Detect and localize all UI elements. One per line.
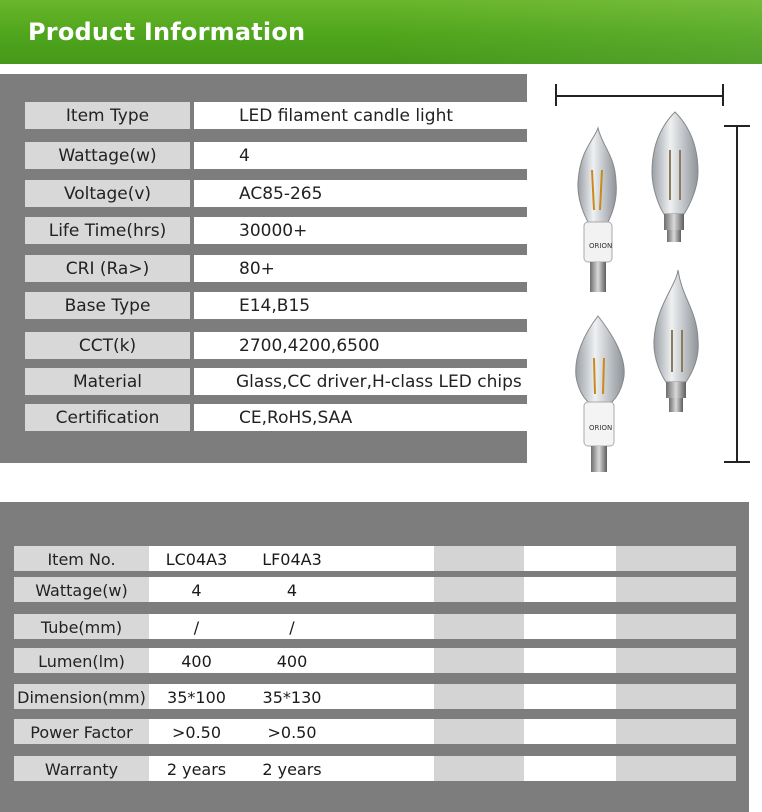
spec-row — [25, 180, 527, 207]
empty-cell — [434, 756, 524, 781]
width-dimension-cap-left — [555, 84, 557, 106]
model-value-lf: LF04A3 — [262, 550, 322, 569]
empty-cell — [616, 577, 736, 602]
model-value-lc: >0.50 — [171, 723, 222, 742]
spec-label: Item Type — [25, 102, 190, 129]
spec-row — [25, 217, 527, 244]
empty-cell — [434, 684, 524, 709]
bulb-flame-tip-white — [578, 128, 616, 292]
spec-value: 4 — [194, 142, 527, 169]
spec-label: Voltage(v) — [25, 180, 190, 207]
model-row — [14, 648, 736, 673]
spec-value: LED filament candle light — [194, 102, 527, 129]
product-bulb-images — [560, 110, 710, 480]
spec-value: 80+ — [194, 255, 527, 282]
width-dimension-line — [556, 95, 724, 97]
model-value-lf: 4 — [286, 581, 298, 600]
model-value-lf: >0.50 — [267, 723, 317, 742]
model-value-lc: / — [193, 618, 200, 637]
empty-cell — [616, 719, 736, 744]
height-dimension-cap-top — [724, 125, 750, 127]
spec-label: Life Time(hrs) — [25, 217, 190, 244]
spec-value: Glass,CC driver,H-class LED chips — [194, 368, 527, 395]
empty-cell — [434, 546, 524, 571]
spec-row — [25, 142, 527, 169]
spec-label: Wattage(w) — [25, 142, 190, 169]
model-row — [14, 577, 736, 602]
model-value-lc: 35*100 — [167, 688, 226, 707]
height-dimension-line — [736, 126, 738, 462]
empty-cell — [434, 614, 524, 639]
model-value-lc: 400 — [181, 652, 212, 671]
bulb-candle-silver — [652, 112, 698, 242]
model-row — [14, 684, 736, 709]
model-value-lf: 400 — [276, 652, 308, 671]
spec-label: Base Type — [25, 292, 190, 319]
bulb-candle-white — [576, 316, 624, 472]
model-row — [14, 756, 736, 781]
spec-value: CE,RoHS,SAA — [194, 404, 527, 431]
spec-label: CRI (Ra>) — [25, 255, 190, 282]
model-label: Tube(mm) — [14, 614, 149, 639]
spec-label: Material — [25, 368, 190, 395]
spec-row — [25, 332, 527, 359]
empty-cell — [616, 546, 736, 571]
model-label: Dimension(mm) — [14, 684, 149, 709]
spec-label: Certification — [25, 404, 190, 431]
model-label: Power Factor — [14, 719, 149, 744]
model-value-lc: LC04A3 — [165, 550, 228, 569]
model-label: Lumen(lm) — [14, 648, 149, 673]
header-shine — [380, 0, 762, 64]
bulb-flame-tip-silver — [654, 270, 698, 412]
page-title: Product Information — [28, 18, 306, 46]
empty-cell — [434, 577, 524, 602]
spec-row — [25, 255, 527, 282]
model-value-lc: 4 — [191, 581, 202, 600]
empty-cell — [616, 756, 736, 781]
model-value-lf: 2 years — [262, 760, 322, 779]
spec-row — [25, 368, 527, 395]
model-row — [14, 546, 736, 571]
empty-cell — [616, 614, 736, 639]
empty-cell — [434, 719, 524, 744]
spec-row — [25, 404, 527, 431]
model-value-lf: 35*130 — [262, 688, 322, 707]
bulb-brand-text: ORION — [589, 242, 613, 250]
model-row — [14, 719, 736, 744]
model-label: Warranty — [14, 756, 149, 781]
spec-value: E14,B15 — [194, 292, 527, 319]
model-label: Item No. — [14, 546, 149, 571]
model-label: Wattage(w) — [14, 577, 149, 602]
height-dimension-cap-bottom — [724, 461, 750, 463]
spec-row — [25, 102, 527, 129]
empty-cell — [616, 648, 736, 673]
model-row — [14, 614, 736, 639]
spec-value: 30000+ — [194, 217, 527, 244]
spec-label: CCT(k) — [25, 332, 190, 359]
width-dimension-cap-right — [722, 84, 724, 106]
empty-cell — [616, 684, 736, 709]
header-banner — [0, 0, 762, 64]
model-value-lc: 2 years — [166, 760, 227, 779]
model-value-lf: / — [289, 618, 295, 637]
bulb-brand-text: ORION — [589, 424, 613, 432]
spec-value: AC85-265 — [194, 180, 527, 207]
spec-row — [25, 292, 527, 319]
empty-cell — [434, 648, 524, 673]
spec-value: 2700,4200,6500 — [194, 332, 527, 359]
